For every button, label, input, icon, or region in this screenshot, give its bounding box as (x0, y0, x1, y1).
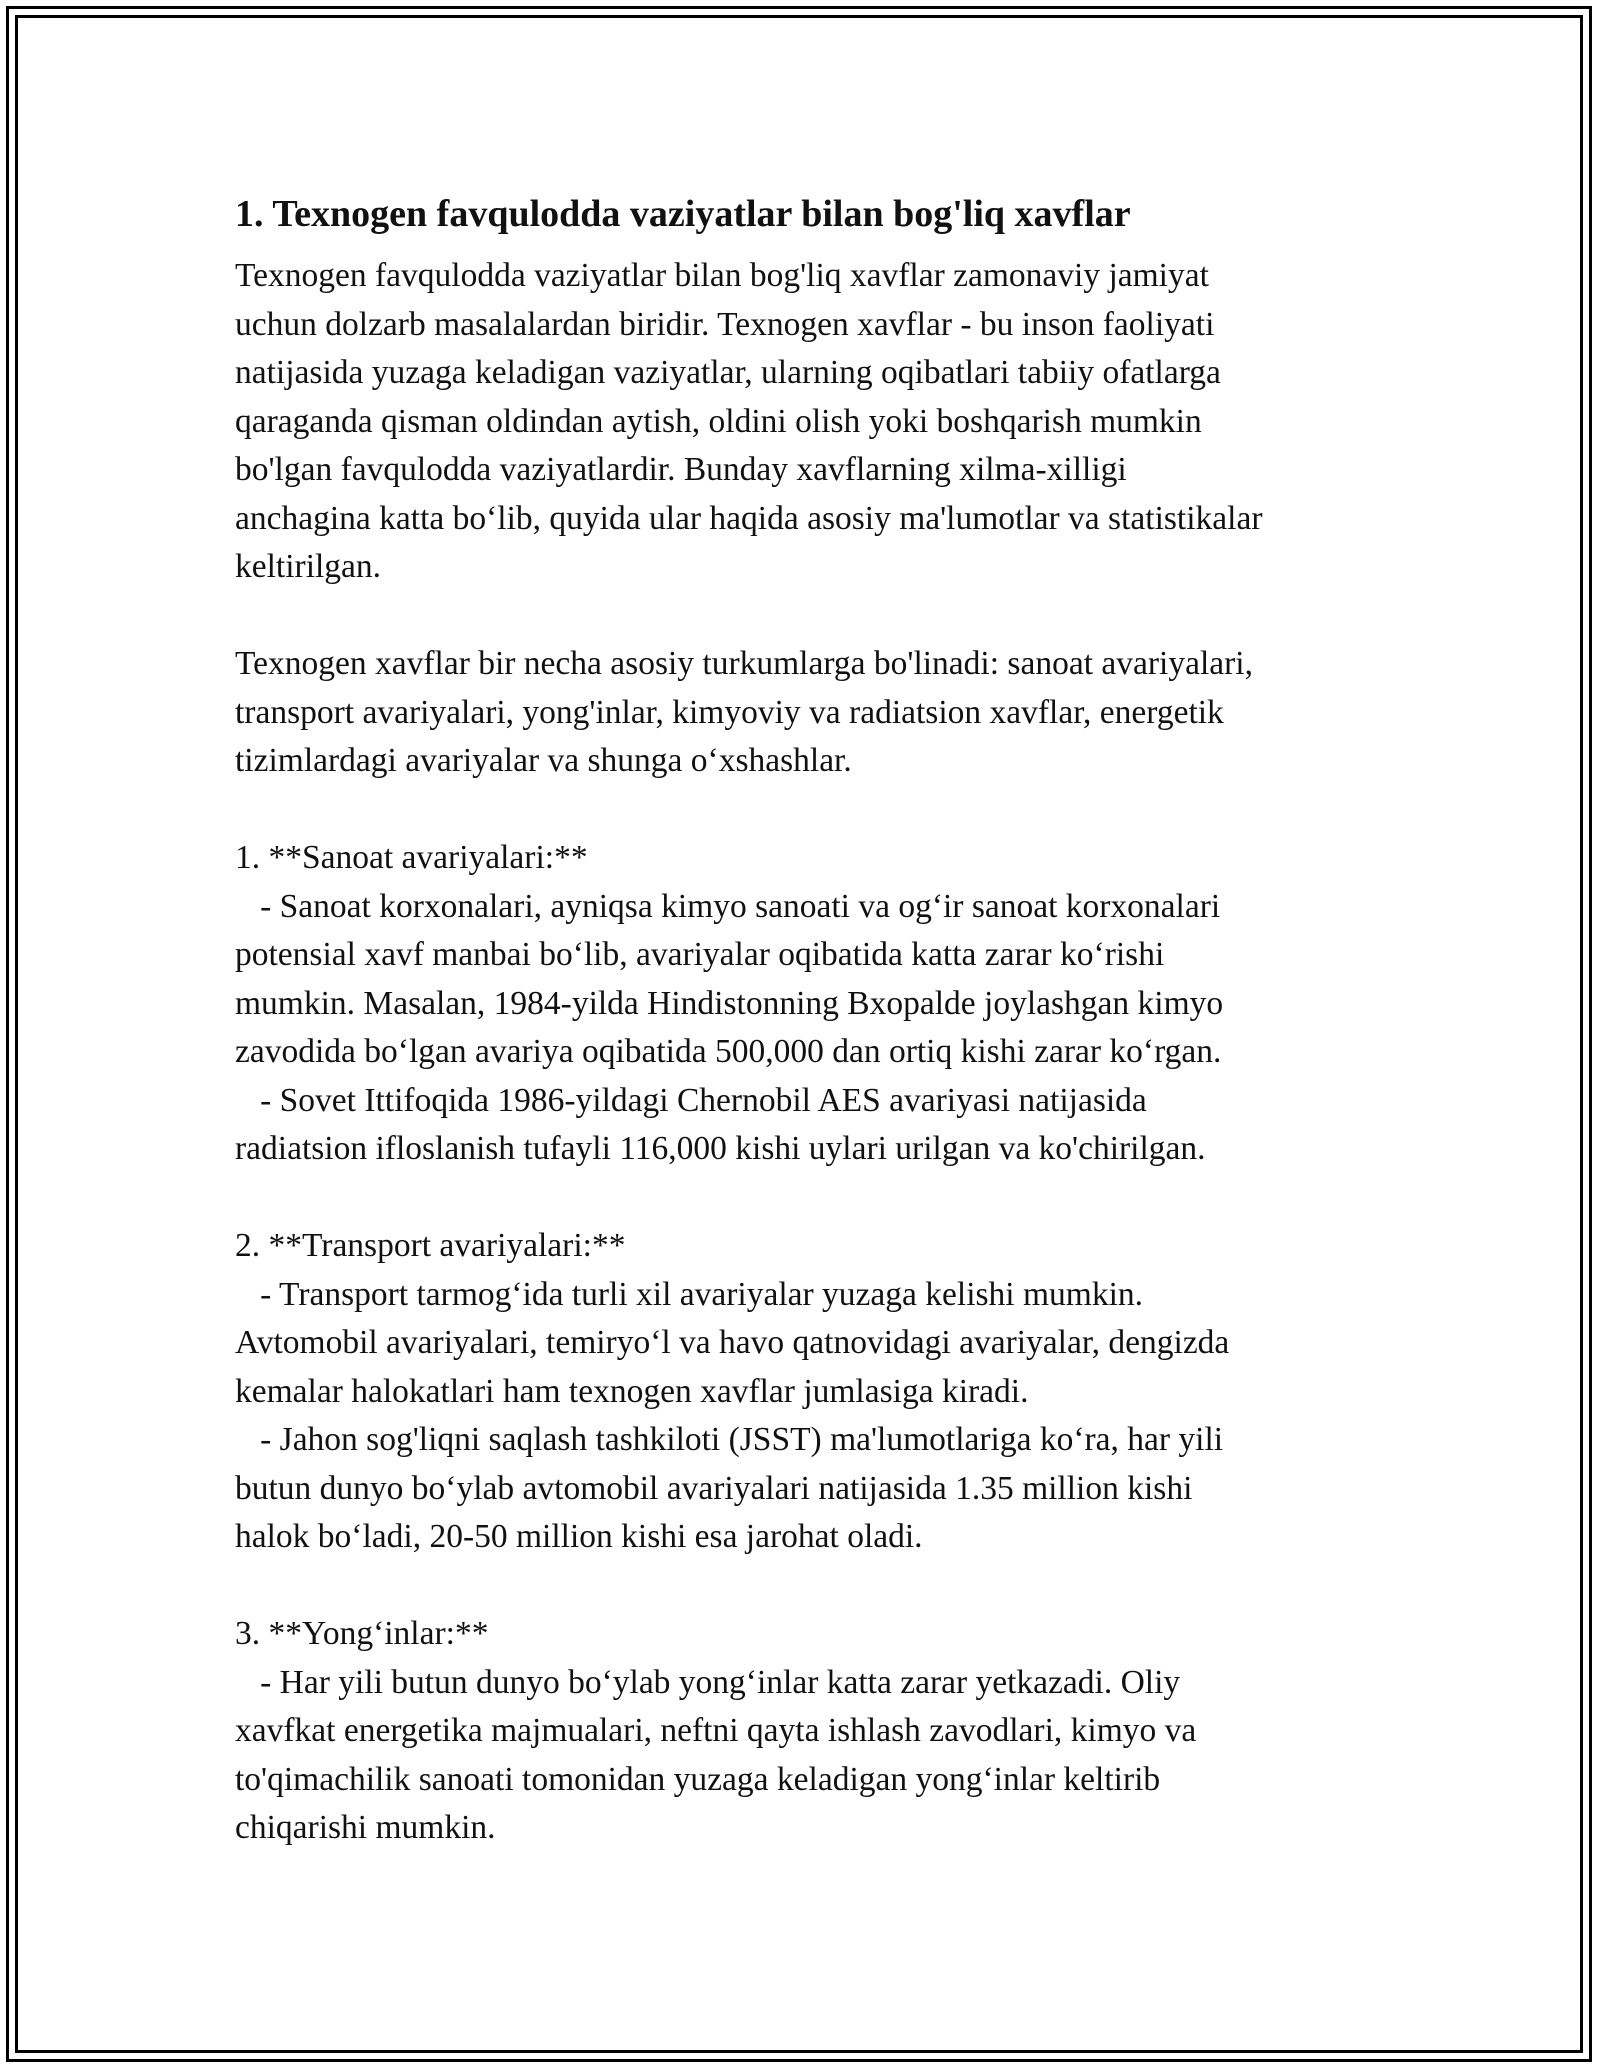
paragraph-gap (235, 592, 1375, 641)
text-line: qaraganda qisman oldindan aytish, oldini olish yoki boshqarish mumkin (235, 402, 1202, 440)
section-industrial-accidents (235, 834, 1375, 1174)
paragraph-gap (235, 786, 1375, 835)
text-line: bo'lgan favqulodda vaziyatlardir. Bunday xavflarning xilma-xilligi (235, 451, 1127, 488)
text-line: butun dunyo bo‘ylab avtomobil avariyalari natijasida 1.35 million kishi (235, 1469, 1193, 1507)
text-line: Texnogen xavflar bir necha asosiy turkumlarga bo'linadi: sanoat avariyalari, (235, 645, 1253, 682)
text-line: transport avariyalari, yong'inlar, kimyoviy va radiatsion xavflar, energetik (235, 693, 1224, 731)
section-transport-accidents (235, 1222, 1375, 1562)
text-line: halok bo‘ladi, 20-50 million kishi esa jarohat oladi. (235, 1518, 923, 1555)
text-line: xavfkat energetika majmualari, neftni qayta ishlash zavodlari, kimyo va (235, 1712, 1197, 1749)
document-title: 1. Texnogen favqulodda vaziyatlar bilan bog'liq xavflar (235, 193, 1131, 235)
paragraph-gap (235, 1562, 1375, 1611)
text-line: uchun dolzarb masalalardan biridir. Texnogen xavflar - bu inson faoliyati (235, 305, 1215, 343)
section-heading: 1. **Sanoat avariyalari:** (235, 839, 588, 876)
text-line: - Transport tarmog‘ida turli xil avariyalar yuzaga kelishi mumkin. (235, 1275, 1144, 1313)
text-line: tizimlardagi avariyalar va shunga o‘xshashlar. (235, 742, 852, 779)
section-heading: 3. **Yong‘inlar:** (235, 1615, 489, 1652)
text-line: potensial xavf manbai bo‘lib, avariyalar oqibatida katta zarar ko‘rishi (235, 936, 1165, 973)
categories-paragraph (235, 640, 1375, 786)
text-line: radiatsion ifloslanish tufayli 116,000 kishi uylari urilgan va ko'chirilgan. (235, 1130, 1206, 1167)
section-heading: 2. **Transport avariyalari:** (235, 1227, 626, 1264)
text-line: mumkin. Masalan, 1984-yilda Hindistonning Bxopalde joylashgan kimyo (235, 984, 1224, 1022)
intro-paragraph (235, 252, 1375, 592)
text-line: anchagina katta bo‘lib, quyida ular haqida asosiy ma'lumotlar va statistikalar (235, 499, 1263, 537)
text-line: - Jahon sog'liqni saqlash tashkiloti (JSST) ma'lumotlariga ko‘ra, har yili (235, 1421, 1224, 1458)
text-line: - Har yili butun dunyo bo‘ylab yong‘inlar katta zarar yetkazadi. Oliy (235, 1663, 1181, 1701)
text-line: Texnogen favqulodda vaziyatlar bilan bog'liq xavflar zamonaviy jamiyat (235, 257, 1209, 294)
text-line: - Sovet Ittifoqida 1986-yildagi Chernobil AES avariyasi natijasida (235, 1081, 1147, 1119)
document-body (235, 188, 1375, 1853)
text-line: chiqarishi mumkin. (235, 1809, 496, 1846)
text-line: zavodida bo‘lgan avariya oqibatida 500,000 dan ortiq kishi zarar ko‘rgan. (235, 1033, 1222, 1070)
text-line: kemalar halokatlari ham texnogen xavflar jumlasiga kiradi. (235, 1372, 1029, 1410)
text-line: - Sanoat korxonalari, ayniqsa kimyo sanoati va og‘ir sanoat korxonalari (235, 887, 1221, 925)
text-line: to'qimachilik sanoati tomonidan yuzaga keladigan yong‘inlar keltirib (235, 1760, 1161, 1798)
section-fires (235, 1610, 1375, 1853)
text-line: natijasida yuzaga keladigan vaziyatlar, ularning oqibatlari tabiiy ofatlarga (235, 354, 1221, 391)
text-line: Avtomobil avariyalari, temiryo‘l va havo qatnovidagi avariyalar, dengizda (235, 1324, 1230, 1361)
text-line: keltirilgan. (235, 548, 382, 585)
paragraph-gap (235, 1174, 1375, 1223)
